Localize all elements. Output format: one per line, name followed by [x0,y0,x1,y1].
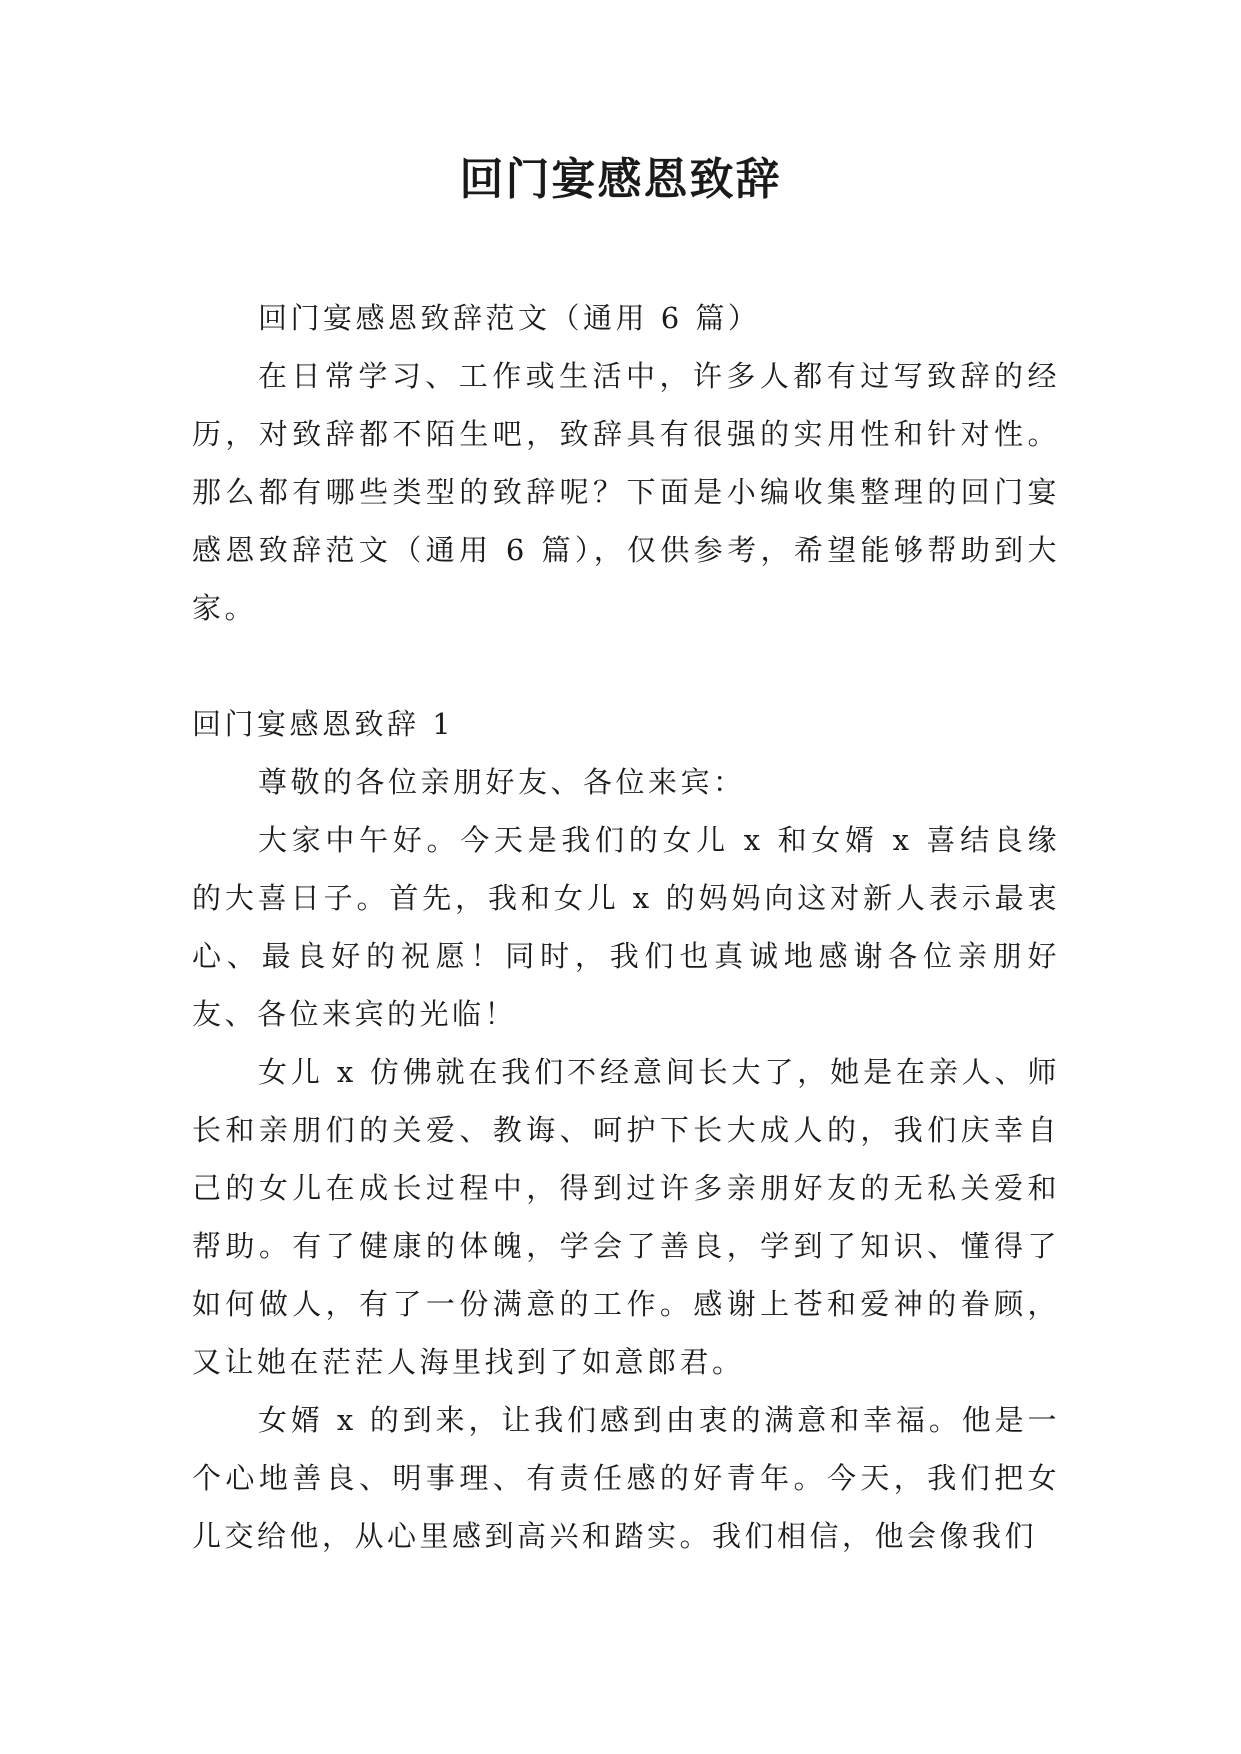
section-heading: 回门宴感恩致辞 1 [192,707,455,741]
body-paragraph: 女婿 x 的到来，让我们感到由衷的满意和幸福。他是一个心地善良、明事理、有责任感的好青年。今天，我们把女儿交给他，从心里感到高兴和踏实。我们相信，他会像我们 [192,1403,1060,1553]
salutation-paragraph: 尊敬的各位亲朋好友、各位来宾： [258,765,746,799]
subtitle-paragraph: 回门宴感恩致辞范文（通用 6 篇） [258,301,761,335]
body-paragraph: 大家中午好。今天是我们的女儿 x 和女婿 x 喜结良缘的大喜日子。首先，我和女儿 x 的妈妈向这对新人表示最衷心、最良好的祝愿！同时，我们也真诚地感谢各位亲朋好友、各位来宾的光临！ [192,823,1060,1031]
section-spacer [192,637,1060,695]
document-title: 回门宴感恩致辞 [459,154,782,205]
document-body [192,289,1060,1565]
intro-paragraph: 在日常学习、工作或生活中，许多人都有过写致辞的经历，对致辞都不陌生吧，致辞具有很强的实用性和针对性。那么都有哪些类型的致辞呢？下面是小编收集整理的回门宴感恩致辞范文（通用 6 篇），仅供参考，希望能够帮助到大家。 [192,359,1060,625]
body-paragraph: 女儿 x 仿佛就在我们不经意间长大了，她是在亲人、师长和亲朋们的关爱、教诲、呵护下长大成人的，我们庆幸自己的女儿在成长过程中，得到过许多亲朋好友的无私关爱和帮助。有了健康的体魄，学会了善良，学到了知识、懂得了如何做人，有了一份满意的工作。感谢上苍和爱神的眷顾，又让她在茫茫人海里找到了如意郎君。 [192,1055,1060,1379]
